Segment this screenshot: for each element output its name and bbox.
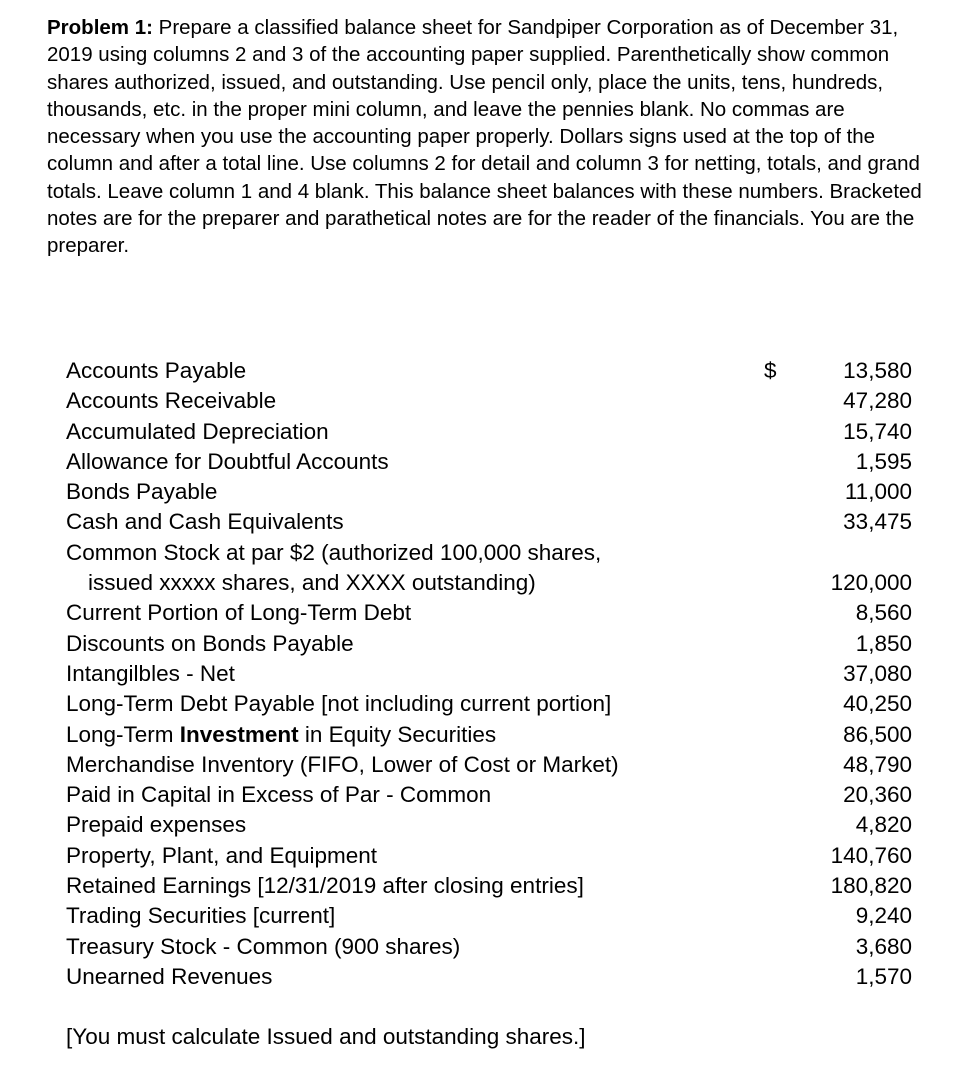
account-amount: 48,790 (843, 751, 912, 777)
account-label: Discounts on Bonds Payable (66, 630, 354, 656)
account-row-intangibles (66, 659, 916, 689)
account-label: Paid in Capital in Excess of Par - Common (66, 782, 492, 808)
account-label: Unearned Revenues (66, 963, 273, 989)
account-row-unearned-revenues (66, 962, 916, 992)
account-amount: 8,560 (855, 600, 912, 626)
account-label: Merchandise Inventory (FIFO, Lower of Cost or Market) (66, 751, 619, 777)
problem-statement (47, 14, 927, 260)
account-amount: 140,760 (830, 842, 912, 868)
account-row-discount-bonds (66, 629, 916, 659)
account-row-ltd-payable (66, 689, 916, 719)
account-label: Prepaid expenses (66, 812, 247, 838)
account-row-bonds-payable (66, 477, 916, 507)
account-label: Cash and Cash Equivalents (66, 509, 344, 535)
account-row-inventory (66, 750, 916, 780)
account-amount: 3,680 (855, 933, 912, 959)
account-label: Allowance for Doubtful Accounts (66, 448, 389, 474)
account-label: Accounts Payable (66, 358, 247, 383)
account-row-cash (66, 507, 916, 537)
account-row-retained-earnings (66, 871, 916, 901)
account-row-common-stock-line1 (66, 538, 916, 568)
account-amount: 40,250 (843, 691, 912, 717)
account-amount: 86,500 (843, 721, 912, 747)
account-row-allowance-doubtful (66, 447, 916, 477)
account-amount: 4,820 (855, 812, 912, 838)
account-amount: 20,360 (843, 782, 912, 808)
footer-note: [You must calculate Issued and outstanding shares.] (66, 1024, 586, 1049)
account-amount: 13,580 (843, 358, 912, 383)
account-label: Intangilbles - Net (66, 660, 235, 686)
account-row-common-stock-line2 (66, 568, 916, 598)
account-label: Accounts Receivable (66, 388, 277, 414)
account-label: Retained Earnings [12/31/2019 after closing entries] (66, 873, 584, 899)
account-label: Bonds Payable (66, 479, 218, 505)
problem-heading: Problem 1: (47, 16, 153, 39)
account-label: Long-Term Debt Payable [not including current portion] (66, 691, 612, 717)
account-amount: 9,240 (855, 903, 912, 929)
account-label-bold: Investment (179, 721, 299, 747)
account-amount: 15,740 (843, 418, 912, 444)
account-label: Accumulated Depreciation (66, 418, 329, 444)
account-row-accumulated-depreciation (66, 417, 916, 447)
account-label-suffix: in Equity Securities (298, 721, 497, 747)
account-row-accounts-payable (66, 356, 916, 386)
account-amount: 1,595 (855, 448, 912, 474)
account-row-lt-investment (66, 720, 916, 750)
account-row-treasury-stock (66, 932, 916, 962)
account-row-apic (66, 780, 916, 810)
account-amount: 37,080 (843, 660, 912, 686)
account-list (66, 356, 916, 992)
account-label: Property, Plant, and Equipment (66, 842, 378, 868)
account-row-ppe (66, 841, 916, 871)
account-label: Treasury Stock - Common (900 shares) (66, 933, 461, 959)
problem-text: Prepare a classified balance sheet for Sandpiper Corporation as of December 31, 2019 using columns 2 and 3 of the accounting paper supplied. Parenthetically show common shares authorized, issued, and outstanding. Use pencil only, place the units, tens, hundreds, thousands, etc. in the proper mini column, and leave the pennies blank. No commas are necessary when you use the accounting paper properly. Dollars signs used at the top of the column and after a total line. Use columns 2 for detail and column 3 for netting, totals, and grand totals. Leave column 1 and 4 blank. This balance sheet balances with these numbers. Bracketed notes are for the preparer and parathetical notes are for the reader of the financials. You are the preparer. (47, 16, 922, 258)
account-row-current-portion-ltd (66, 598, 916, 628)
account-row-prepaid (66, 810, 916, 840)
account-amount: 1,850 (855, 630, 912, 656)
account-amount: 1,570 (855, 963, 912, 989)
account-label: Common Stock at par $2 (authorized 100,000 shares, (66, 539, 602, 565)
account-row-trading-securities (66, 901, 916, 931)
account-amount: 11,000 (844, 479, 912, 505)
account-label (66, 720, 496, 750)
dollar-sign: $ (764, 358, 777, 383)
account-label-continued: issued xxxxx shares, and XXXX outstanding) (88, 570, 536, 596)
account-amount: 33,475 (843, 509, 912, 535)
account-label-prefix: Long-Term (66, 721, 180, 747)
account-label: Trading Securities [current] (66, 903, 336, 929)
account-label: Current Portion of Long-Term Debt (66, 600, 412, 626)
account-row-accounts-receivable (66, 386, 916, 416)
account-amount: 180,820 (830, 873, 912, 899)
account-amount: 120,000 (830, 570, 912, 596)
account-amount: 47,280 (843, 388, 912, 414)
